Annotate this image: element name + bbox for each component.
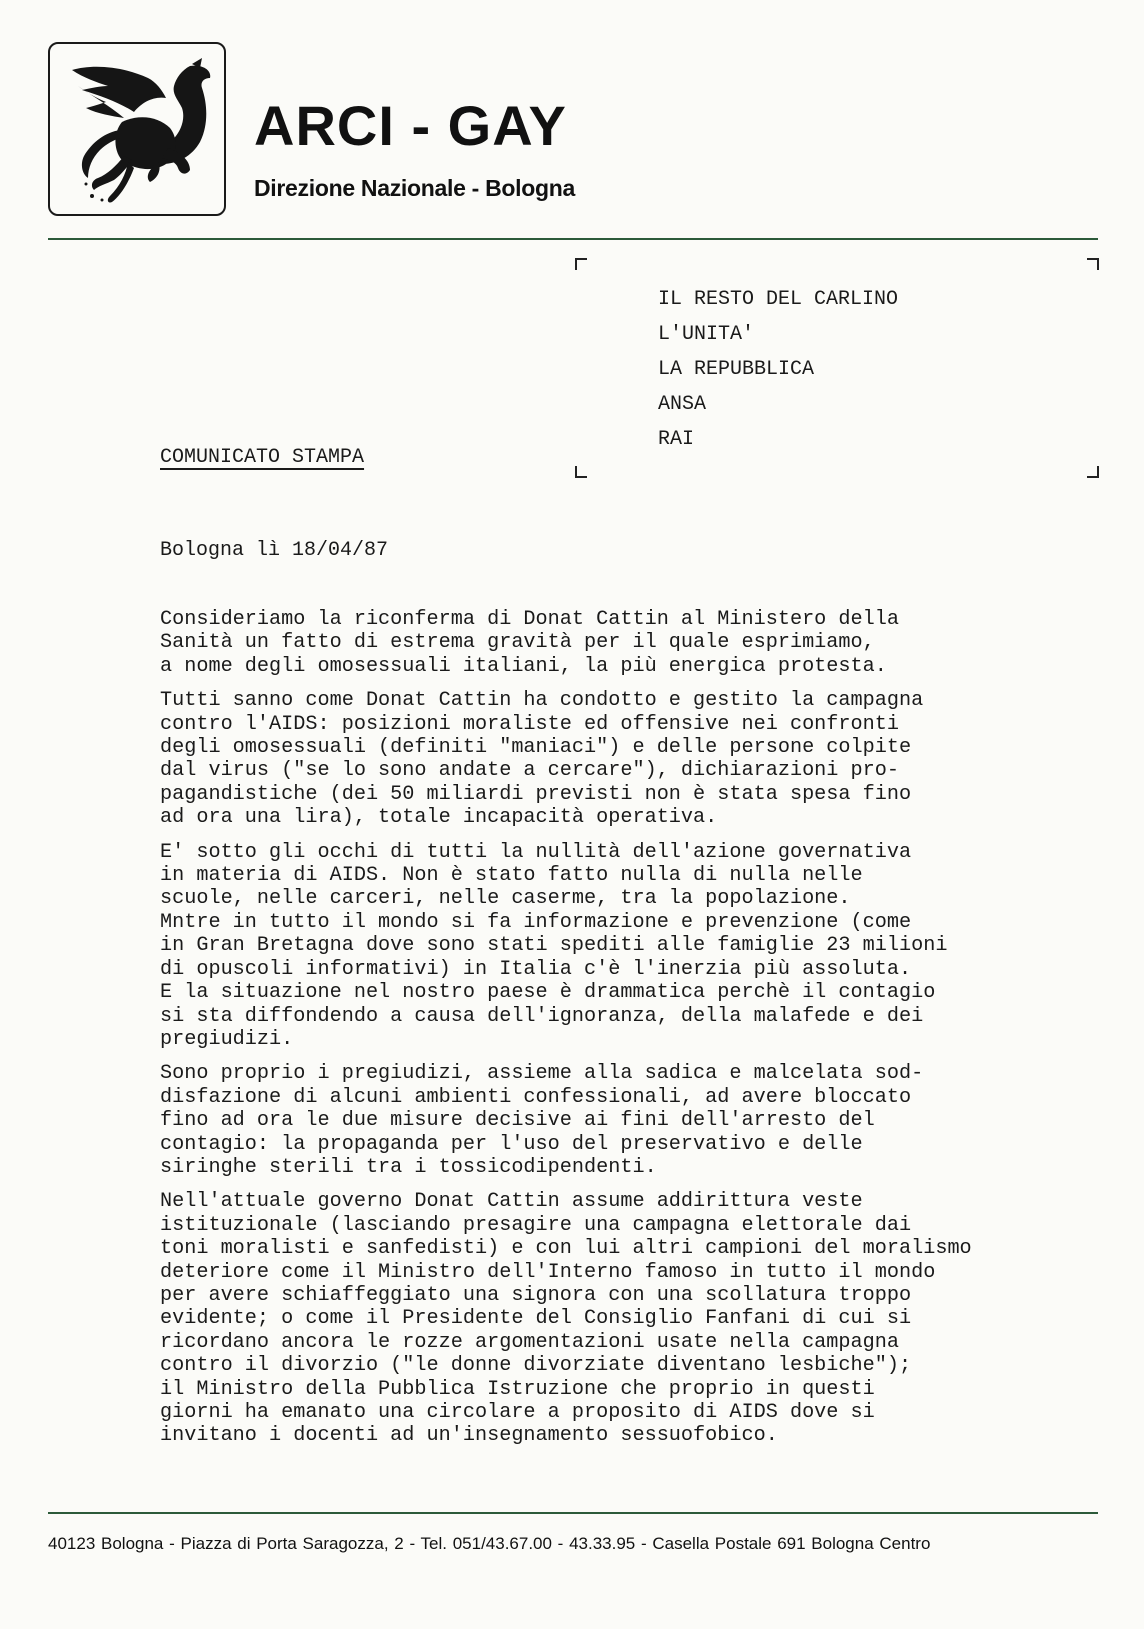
pegasus-icon bbox=[62, 56, 214, 206]
paragraph: Nell'attuale governo Donat Cattin assume addirittura veste istituzionale (lasciando presagire una campagna elettorale dai toni moralisti e sanfedisti) e con lui altri campioni del moralismo deteriore come il Ministro dell'Interno famoso in tutto il mondo per avere schiaffeggiato una signora con una scollatura troppo evidente; o come il Presidente del Consiglio Fanfani di cui si ricordano ancora le rozze argomentazioni usate nella campagna contro il divorzio ("le donne divorziate diventano lesbiche"); il Ministro della Pubblica Istruzione che proprio in questi giorni ha emanato una circolare a proposito di AIDS dove si invitano i docenti ad un'insegnamento sessuofobico. bbox=[160, 1190, 972, 1448]
paragraph: E' sotto gli occhi di tutti la nullità dell'azione governativa in materia di AIDS. Non è stato fatto nulla di nulla nelle scuole, nelle carceri, nelle caserme, tra la popolazione. Mntre in tutto il mondo si fa informazione e prevenzione (come in Gran Bretagna dove sono stati spediti alle famiglie 23 milioni di opuscoli informativi) in Italia c'è l'inerzia più assoluta. E la situazione nel nostro paese è drammatica perchè il contagio si sta diffondendo a causa dell'ignoranza, della malafede e dei pregiudizi. bbox=[160, 840, 948, 1051]
address-corner-mark bbox=[575, 466, 587, 478]
footer-rule bbox=[48, 1512, 1098, 1514]
footer-address: 40123 Bologna - Piazza di Porta Saragozza, 2 - Tel. 051/43.67.00 - 43.33.95 - Casella Postale 691 Bologna Centro bbox=[48, 1534, 931, 1553]
address-corner-mark bbox=[1087, 258, 1099, 270]
recipient: RAI bbox=[658, 428, 695, 451]
recipient: IL RESTO DEL CARLINO bbox=[658, 288, 899, 311]
address-corner-mark bbox=[1087, 466, 1099, 478]
document-type: COMUNICATO STAMPA bbox=[160, 446, 365, 469]
logo bbox=[48, 42, 226, 216]
org-name: ARCI - GAY bbox=[254, 94, 567, 157]
date-line: Bologna lì 18/04/87 bbox=[160, 539, 389, 562]
recipient-list bbox=[658, 282, 898, 457]
paragraph: Sono proprio i pregiudizi, assieme alla sadica e malcelata sod- disfazione di alcuni ambienti confessionali, ad avere bloccato fino ad ora le due misure decisive ai fini dell'arresto del contagio: la propaganda per l'uso del preservativo e delle siringhe sterili tra i tossicodipendenti. bbox=[160, 1062, 924, 1179]
address-corner-mark bbox=[575, 258, 587, 270]
paragraph: Tutti sanno come Donat Cattin ha condotto e gestito la campagna contro l'AIDS: posizioni moraliste ed offensive nei confronti degli omosessuali (definiti "maniaci") e delle persone colpite dal virus ("se lo sono andate a cercare"), dichiarazioni pro- pagandistiche (dei 50 miliardi previsti non è stata spesa fino ad ora una lira), totale incapacità operativa. bbox=[160, 689, 924, 830]
recipient: LA REPUBBLICA bbox=[658, 358, 815, 381]
recipient: ANSA bbox=[658, 393, 707, 416]
paragraph: Consideriamo la riconferma di Donat Cattin al Ministero della Sanità un fatto di estrema gravità per il quale esprimiamo, a nome degli omosessuali italiani, la più energica protesta. bbox=[160, 608, 899, 678]
recipient: L'UNITA' bbox=[658, 323, 755, 346]
letter-body bbox=[160, 608, 1120, 1459]
header-rule bbox=[48, 238, 1098, 240]
org-subtitle: Direzione Nazionale - Bologna bbox=[254, 175, 576, 201]
